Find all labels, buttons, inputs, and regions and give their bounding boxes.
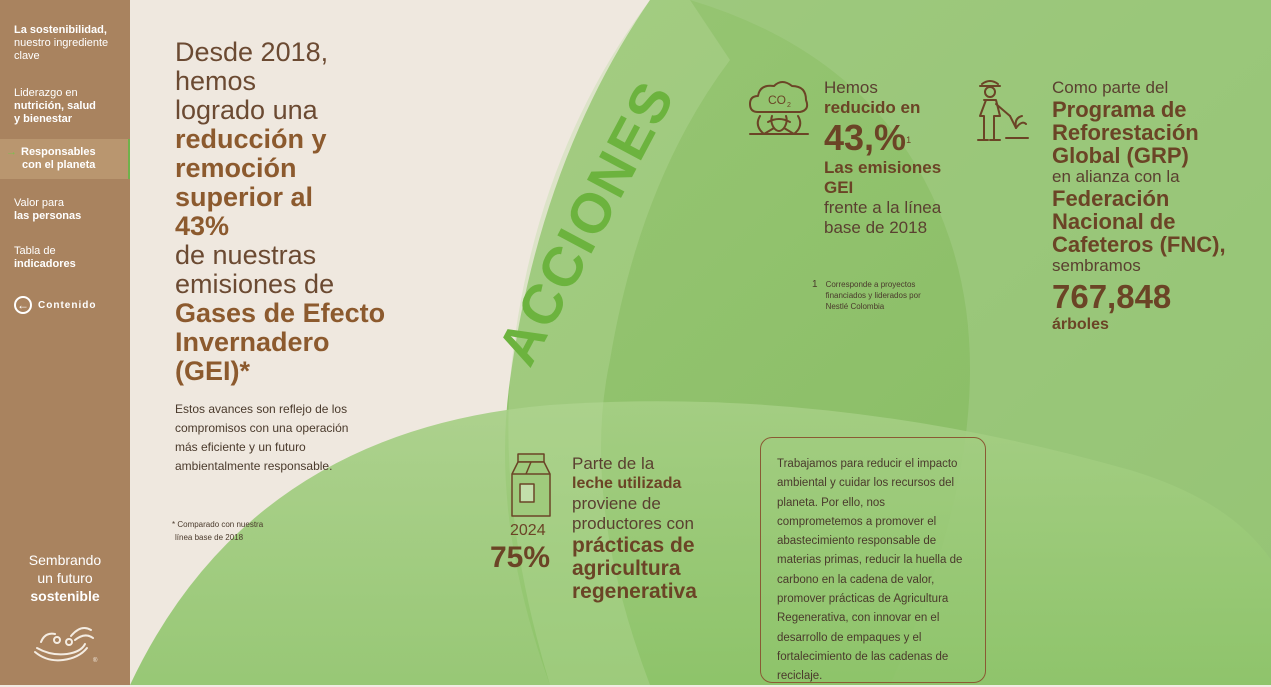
stat-line: Parte de la <box>572 454 655 473</box>
intro-footnote <box>172 518 292 544</box>
nav-label: nuestro ingrediente <box>14 37 109 49</box>
trees-count: 767,848 <box>1052 278 1172 315</box>
milk-carton-icon <box>510 452 552 518</box>
nav-item-responsables[interactable] <box>0 139 131 179</box>
nav-item-sostenibilidad[interactable] <box>14 24 126 63</box>
contenido-link[interactable] <box>14 296 96 314</box>
nav-label: las personas <box>14 210 82 222</box>
stat-line: frente a la línea base de 2018 <box>824 198 942 237</box>
stat-line: GEI <box>824 178 854 197</box>
headline-line: emisiones de <box>175 269 335 299</box>
stat-line: Como parte del <box>1052 78 1169 97</box>
headline-line: de nuestras <box>175 240 317 270</box>
slogan <box>0 551 130 605</box>
footnote-line: * Comparado con nuestra <box>172 520 264 529</box>
headline-line: reducción y <box>175 124 327 154</box>
headline-line: remoción <box>175 153 297 183</box>
nav-label: clave <box>14 50 40 62</box>
stat-line: productores con <box>572 514 694 533</box>
stat-line: leche utilizada <box>572 475 682 492</box>
acciones-title: ACCIONES <box>484 70 687 375</box>
nav-label: indicadores <box>14 258 76 270</box>
intro-headline <box>175 38 435 386</box>
stat-line: regenerativa <box>572 580 697 603</box>
footnote-marker: 1 <box>906 135 912 145</box>
stat-line: proviene de <box>572 494 661 513</box>
nav-label: nutrición, salud <box>14 100 96 112</box>
nav-label: con el planeta <box>22 159 96 171</box>
trees-unit: árboles <box>1052 316 1109 333</box>
stat-line: Programa de <box>1052 97 1187 122</box>
nav-item-tabla[interactable] <box>14 245 126 271</box>
stat-co2-footnote <box>812 279 942 312</box>
slogan-line: un futuro <box>37 570 93 586</box>
co2-icon-text: CO <box>768 93 786 107</box>
headline-line: hemos <box>175 66 257 96</box>
headline-line: logrado una <box>175 95 318 125</box>
nav-item-valor[interactable] <box>14 197 126 223</box>
sidebar-nav <box>0 0 130 685</box>
headline-line: Gases de Efecto <box>175 298 386 328</box>
stat-line: sembramos <box>1052 256 1141 275</box>
commitment-text-box: Trabajamos para reducir el impacto ambiental y cuidar los recursos del planeta. Por ello, nos comprometemos a promover el abastecimiento responsable de materias primas, reducir la huella de carbono en la cadena de valor, promover prácticas de Agricultura Regenerativa, con innovar en el desarrollo de empaques y el fortalecimiento de las cadenas de reciclaje. <box>760 437 986 683</box>
nav-item-liderazgo[interactable] <box>14 87 126 126</box>
nav-label: Tabla de <box>14 245 56 257</box>
stat-line: Global (GRP) <box>1052 143 1189 168</box>
headline-line: 43% <box>175 211 230 241</box>
stat-percentage <box>824 118 974 158</box>
stat-reforestation <box>1052 78 1267 334</box>
nav-label: Liderazgo en <box>14 87 78 99</box>
slogan-line: sostenible <box>30 588 100 604</box>
milk-percentage: 75% <box>490 541 551 574</box>
footnote-number: 1 <box>812 279 818 290</box>
stat-line: en alianza con la <box>1052 167 1180 186</box>
farmer-planting-icon <box>966 76 1032 144</box>
headline-line: (GEI)* <box>175 356 251 386</box>
stat-line: Cafeteros (FNC), <box>1052 232 1226 257</box>
svg-text:®: ® <box>93 658 98 664</box>
pct-value: 43,% <box>824 117 907 158</box>
stat-co2-reduction <box>824 78 974 238</box>
stat-line: Nacional de <box>1052 209 1176 234</box>
nest-logo-icon <box>27 618 99 668</box>
headline-line: Invernadero <box>175 327 330 357</box>
arrow-right-icon: → <box>6 146 17 158</box>
stat-line: agricultura <box>572 557 681 580</box>
nav-label: Valor para <box>14 197 64 209</box>
nav-label: y bienestar <box>14 113 73 125</box>
stat-milk <box>572 454 752 603</box>
arrow-left-circle-icon: ← <box>14 296 32 314</box>
intro-paragraph: Estos avances son reflejo de los compromisos con una operación más eficiente y un futuro ambientalmente responsable. <box>175 402 349 473</box>
nav-label: La sostenibilidad, <box>14 24 107 36</box>
stat-line: reducido en <box>824 98 921 117</box>
headline-line: Desde 2018, <box>175 37 329 67</box>
footnote-text: Corresponde a proyectos financiados y liderados por Nestlé Colombia <box>825 280 921 311</box>
stat-line: Reforestación <box>1052 120 1199 145</box>
headline-line: superior al <box>175 182 314 212</box>
stat-line: Hemos <box>824 78 878 97</box>
stat-line: prácticas de <box>572 534 695 557</box>
stat-line: Las emisiones <box>824 158 942 177</box>
slogan-line: Sembrando <box>28 552 102 568</box>
footnote-line: línea base de 2018 <box>175 533 244 542</box>
stat-line: Federación <box>1052 186 1170 211</box>
co2-cloud-icon <box>746 76 812 142</box>
co2-icon-subscript: 2 <box>787 102 791 109</box>
contenido-label: Contenido <box>38 299 97 311</box>
nav-label: Responsables <box>21 146 96 158</box>
intro-block <box>172 37 435 542</box>
milk-year: 2024 <box>510 522 546 539</box>
